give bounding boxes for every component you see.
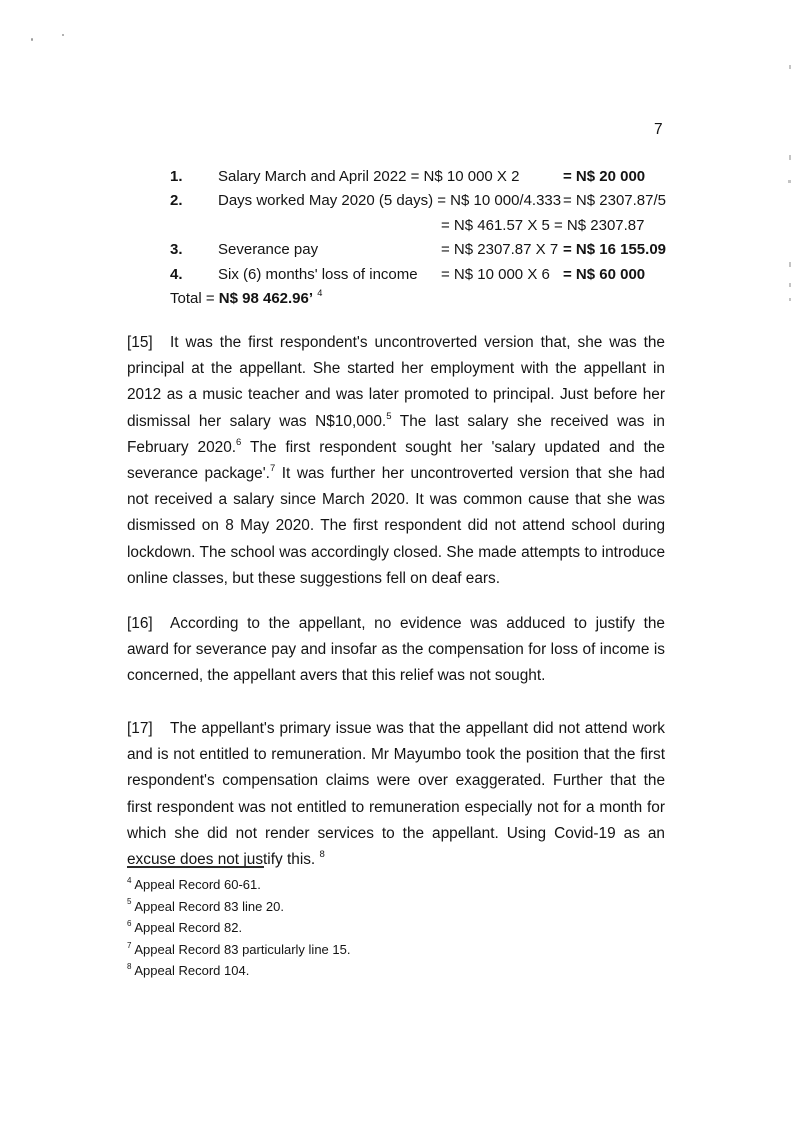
paragraph-15 <box>127 330 665 592</box>
paragraph-number: [17] <box>127 720 153 737</box>
calc-row-description: Severance pay <box>218 241 319 259</box>
paragraph-16 <box>127 611 665 690</box>
footnote-text: Appeal Record 82. <box>134 920 243 936</box>
calc-row-description: Six (6) months' loss of income <box>218 265 418 283</box>
scan-artifact <box>31 38 33 41</box>
calc-row-2-continuation <box>170 217 730 241</box>
calc-row-3 <box>170 241 730 265</box>
footnote-ref: 8 <box>127 962 132 972</box>
calc-row-result: = N$ 2307.87/5 <box>563 192 667 210</box>
paragraph-number: [15] <box>127 334 153 351</box>
calc-row-formula: = N$ 2307.87 X 7 <box>441 241 559 259</box>
paragraph-number: [16] <box>127 615 153 632</box>
calc-row-description: Days worked May 2020 (5 days) = N$ 10 000/4.333 <box>218 192 562 210</box>
scan-artifact <box>789 283 791 287</box>
footnote-8 <box>127 960 665 982</box>
scan-artifact <box>789 65 791 69</box>
paragraph-text: The appellant's primary issue was that the appellant did not attend work and is not entitled to remuneration. Mr Mayumbo took the position that the first respondent's compensation claims were over exaggerated. Further that the first respondent was not entitled to remuneration especially not for a month for which she did not render services to the appellant. Using Covid-19 as an excuse does not justify this. $^8$ <box>127 720 665 869</box>
calc-row-description: Salary March and April 2022 = N$ 10 000 X 2 <box>218 168 520 185</box>
footnotes-section <box>127 866 665 982</box>
footnote-text: Appeal Record 83 line 20. <box>134 898 284 914</box>
calc-row-result: = N$ 20 000 <box>563 168 646 185</box>
footnote-text: Appeal Record 104. <box>134 963 250 979</box>
calc-total-footnote-ref: 4 <box>317 288 323 299</box>
calc-row-4 <box>170 266 730 290</box>
calc-total-label: Total = <box>170 289 219 307</box>
footnote-ref: 4 <box>127 875 132 885</box>
calc-row-1 <box>170 168 730 192</box>
calc-row-number: 2. <box>170 192 183 210</box>
calc-row-result: = N$ 60 000 <box>563 265 646 283</box>
paragraph-17 <box>127 716 665 873</box>
footnote-ref: 5 <box>127 897 132 907</box>
footnote-7 <box>127 939 665 961</box>
paragraph-text: It was the first respondent's uncontroverted version that, she was the principal at the appellant. She started her employment with the appellant in 2012 as a music teacher and was later promoted to principal. Just before her dismissal her salary was N$10,000.$^5$ The last salary she received was in February 2020.$^6$ The first respondent sought her 'salary updated and the severance package'.$^7$ It was further her uncontroverted version that she had not received a salary since March 2020. It was common cause that she was dismissed on 8 May 2020. The first respondent did not attend school during lockdown. The school was accordingly closed. She made attempts to introduce online classes, but these suggestions fell on deaf ears. <box>127 334 665 587</box>
calc-total-value: N$ 98 462.96’ <box>218 289 314 307</box>
footnote-ref: 7 <box>127 940 132 950</box>
footnote-ref: 6 <box>127 919 132 929</box>
calculation-block <box>170 168 730 314</box>
calc-row-number: 4. <box>170 265 183 283</box>
calc-row-2 <box>170 192 730 216</box>
scan-artifact <box>62 34 64 36</box>
paragraph-text: According to the appellant, no evidence was adduced to justify the award for severance pay and insofar as the compensation for loss of income is concerned, the appellant avers that this relief was not sought. <box>127 615 665 685</box>
calc-total-line <box>170 290 730 314</box>
footnote-5 <box>127 896 665 918</box>
scan-artifact <box>789 262 791 267</box>
footnote-separator <box>127 866 264 868</box>
calc-row-formula: = N$ 10 000 X 6 <box>441 265 550 283</box>
scan-artifact <box>789 155 791 160</box>
calc-row-result: = N$ 16 155.09 <box>563 241 667 259</box>
footnote-text: Appeal Record 83 particularly line 15. <box>134 941 351 957</box>
calc-row-formula: = N$ 461.57 X 5 = N$ 2307.87 <box>441 216 645 234</box>
calc-row-number: 1. <box>170 168 183 185</box>
page-number: 7 <box>654 121 663 138</box>
footnote-text: Appeal Record 60-61. <box>134 877 261 892</box>
footnote-6 <box>127 917 665 939</box>
scan-artifact <box>788 180 791 183</box>
calc-row-number: 3. <box>170 241 183 259</box>
footnote-4 <box>127 874 665 896</box>
scan-artifact <box>789 298 791 301</box>
